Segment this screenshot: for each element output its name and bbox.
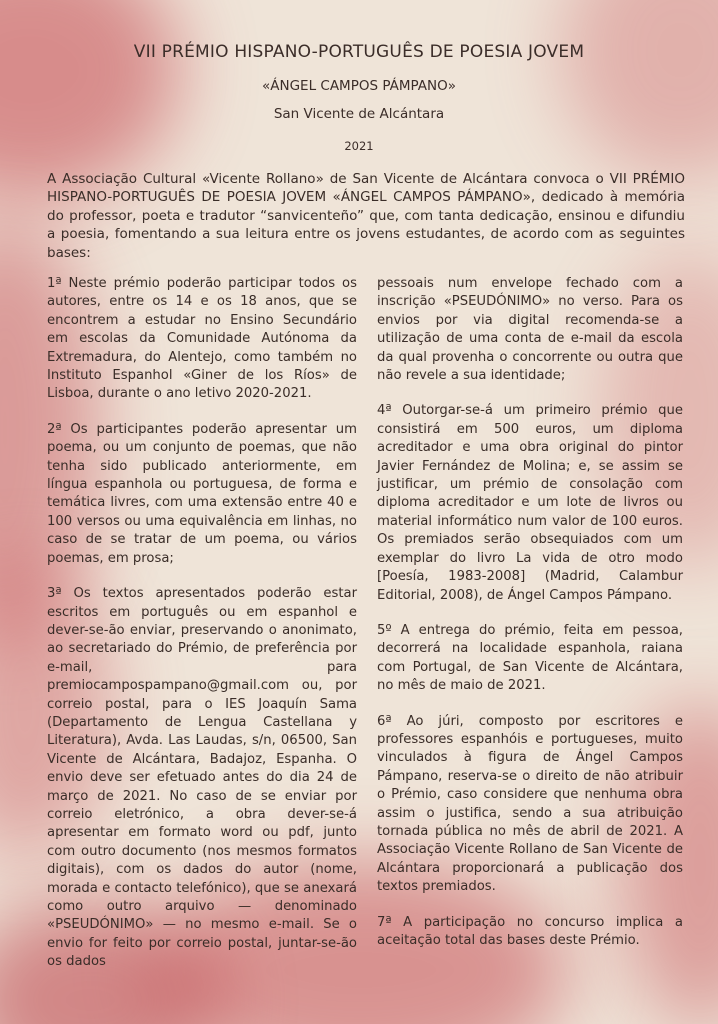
intro-paragraph: A Associação Cultural «Vicente Rollano» de San Vicente de Alcántara convoca o VII PRÉMIO HISPANO-PORTUGUÊS DE POESIA JOVEM «ÁNGEL CAMPOS PÁMPANO», dedicado à memória do professor, poeta e tradutor “sanvicenteño” que, com tanta dedicação, ensinou e difundiu a poesia, fomentando a sua leitura entre os jovens estudantes, de acordo com as seguintes bases:	[47, 171, 685, 261]
base-3-continued: pessoais num envelope fechado com a inscrição «PSEUDÓNIMO» no verso. Para os envios por via digital recomenda-se a utilização de uma conta de e-mail da escola da qual provenha o concorrente ou outra que não revele a sua identidade;	[377, 276, 683, 384]
left-column	[47, 275, 357, 989]
base-3: 3ª Os textos apresentados poderão estar escritos em português ou em espanhol e dever-se-ão enviar, preservando o anonimato, ao secretariado do Prémio, de preferência por e-mail, para premiocampospampano@gmail.com ou, por correio postal, para o IES Joaquín Sama (Departamento de Lengua Castellana y Literatura), Avda. Las Laudas, s/n, 06500, San Vicente de Alcántara, Badajoz, Espanha. O envio deve ser efetuado antes do dia 24 de março de 2021. No caso de se enviar por correio eletrónico, a obra dever-se-á apresentar em formato word ou pdf, junto com outro documento (nos mesmos formatos digitais), com os dados do autor (nome, morada e contacto telefónico), que se anexará como outro arquivo — denominado «PSEUDÓNIMO» — no mesmo e-mail. Se o envio for feito por correio postal, juntar-se-ão os dados	[47, 586, 357, 970]
base-7: 7ª A participação no concurso implica a aceitação total das bases deste Prémio.	[377, 914, 683, 948]
location: San Vicente de Alcántara	[273, 106, 445, 122]
document-title: VII PRÉMIO HISPANO-PORTUGUÊS DE POESIA JOVEM	[133, 42, 585, 62]
base-6: 6ª Ao júri, composto por escritores e professores espanhóis e portugueses, muito vinculados à figura de Ángel Campos Pámpano, reserva-se o direito de não atribuir o Prémio, caso considere que nenhuma obra assim o justifica, sendo a sua atribuição tornada pública no mês de abril de 2021. A Associação Vicente Rollano de San Vicente de Alcántara proporcionará a publicação dos textos premiados.	[377, 713, 683, 895]
year: 2021	[344, 139, 374, 153]
right-column	[377, 275, 683, 967]
prize-name: «ÁNGEL CAMPOS PÁMPANO»	[262, 78, 456, 94]
base-5: 5º A entrega do prémio, feita em pessoa, decorrerá na localidade espanhola, raiana com Portugal, de San Vicente de Alcántara, no mês de maio de 2021.	[377, 622, 683, 694]
base-2: 2ª Os participantes poderão apresentar um poema, ou um conjunto de poemas, que não tenha sido publicado anteriormente, em língua espanhola ou portuguesa, de forma e temática livres, com uma extensão entre 40 e 100 versos ou uma equivalência em linhas, no caso de se tratar de um poema, ou vários poemas, em prosa;	[47, 421, 357, 566]
base-4: 4ª Outorgar-se-á um primeiro prémio que consistirá em 500 euros, um diploma acreditador e uma obra original do pintor Javier Fernández de Molina; e, se assim se justificar, um prémio de consolação com diploma acreditador e um lote de livros ou material informático num valor de 100 euros. Os premiados serão obsequiados com um exemplar do livro La vida de otro modo [Poesía, 1983-2008] (Madrid, Calambur Editorial, 2008), de Ángel Campos Pámpano.	[377, 403, 683, 603]
base-1: 1ª Neste prémio poderão participar todos os autores, entre os 14 e os 18 anos, que se encontrem a estudar no Ensino Secundário em escolas da Comunidade Autónoma da Extremadura, do Alentejo, como também no Instituto Espanhol «Giner de los Ríos» de Lisboa, durante o ano letivo 2020-2021.	[47, 276, 357, 402]
